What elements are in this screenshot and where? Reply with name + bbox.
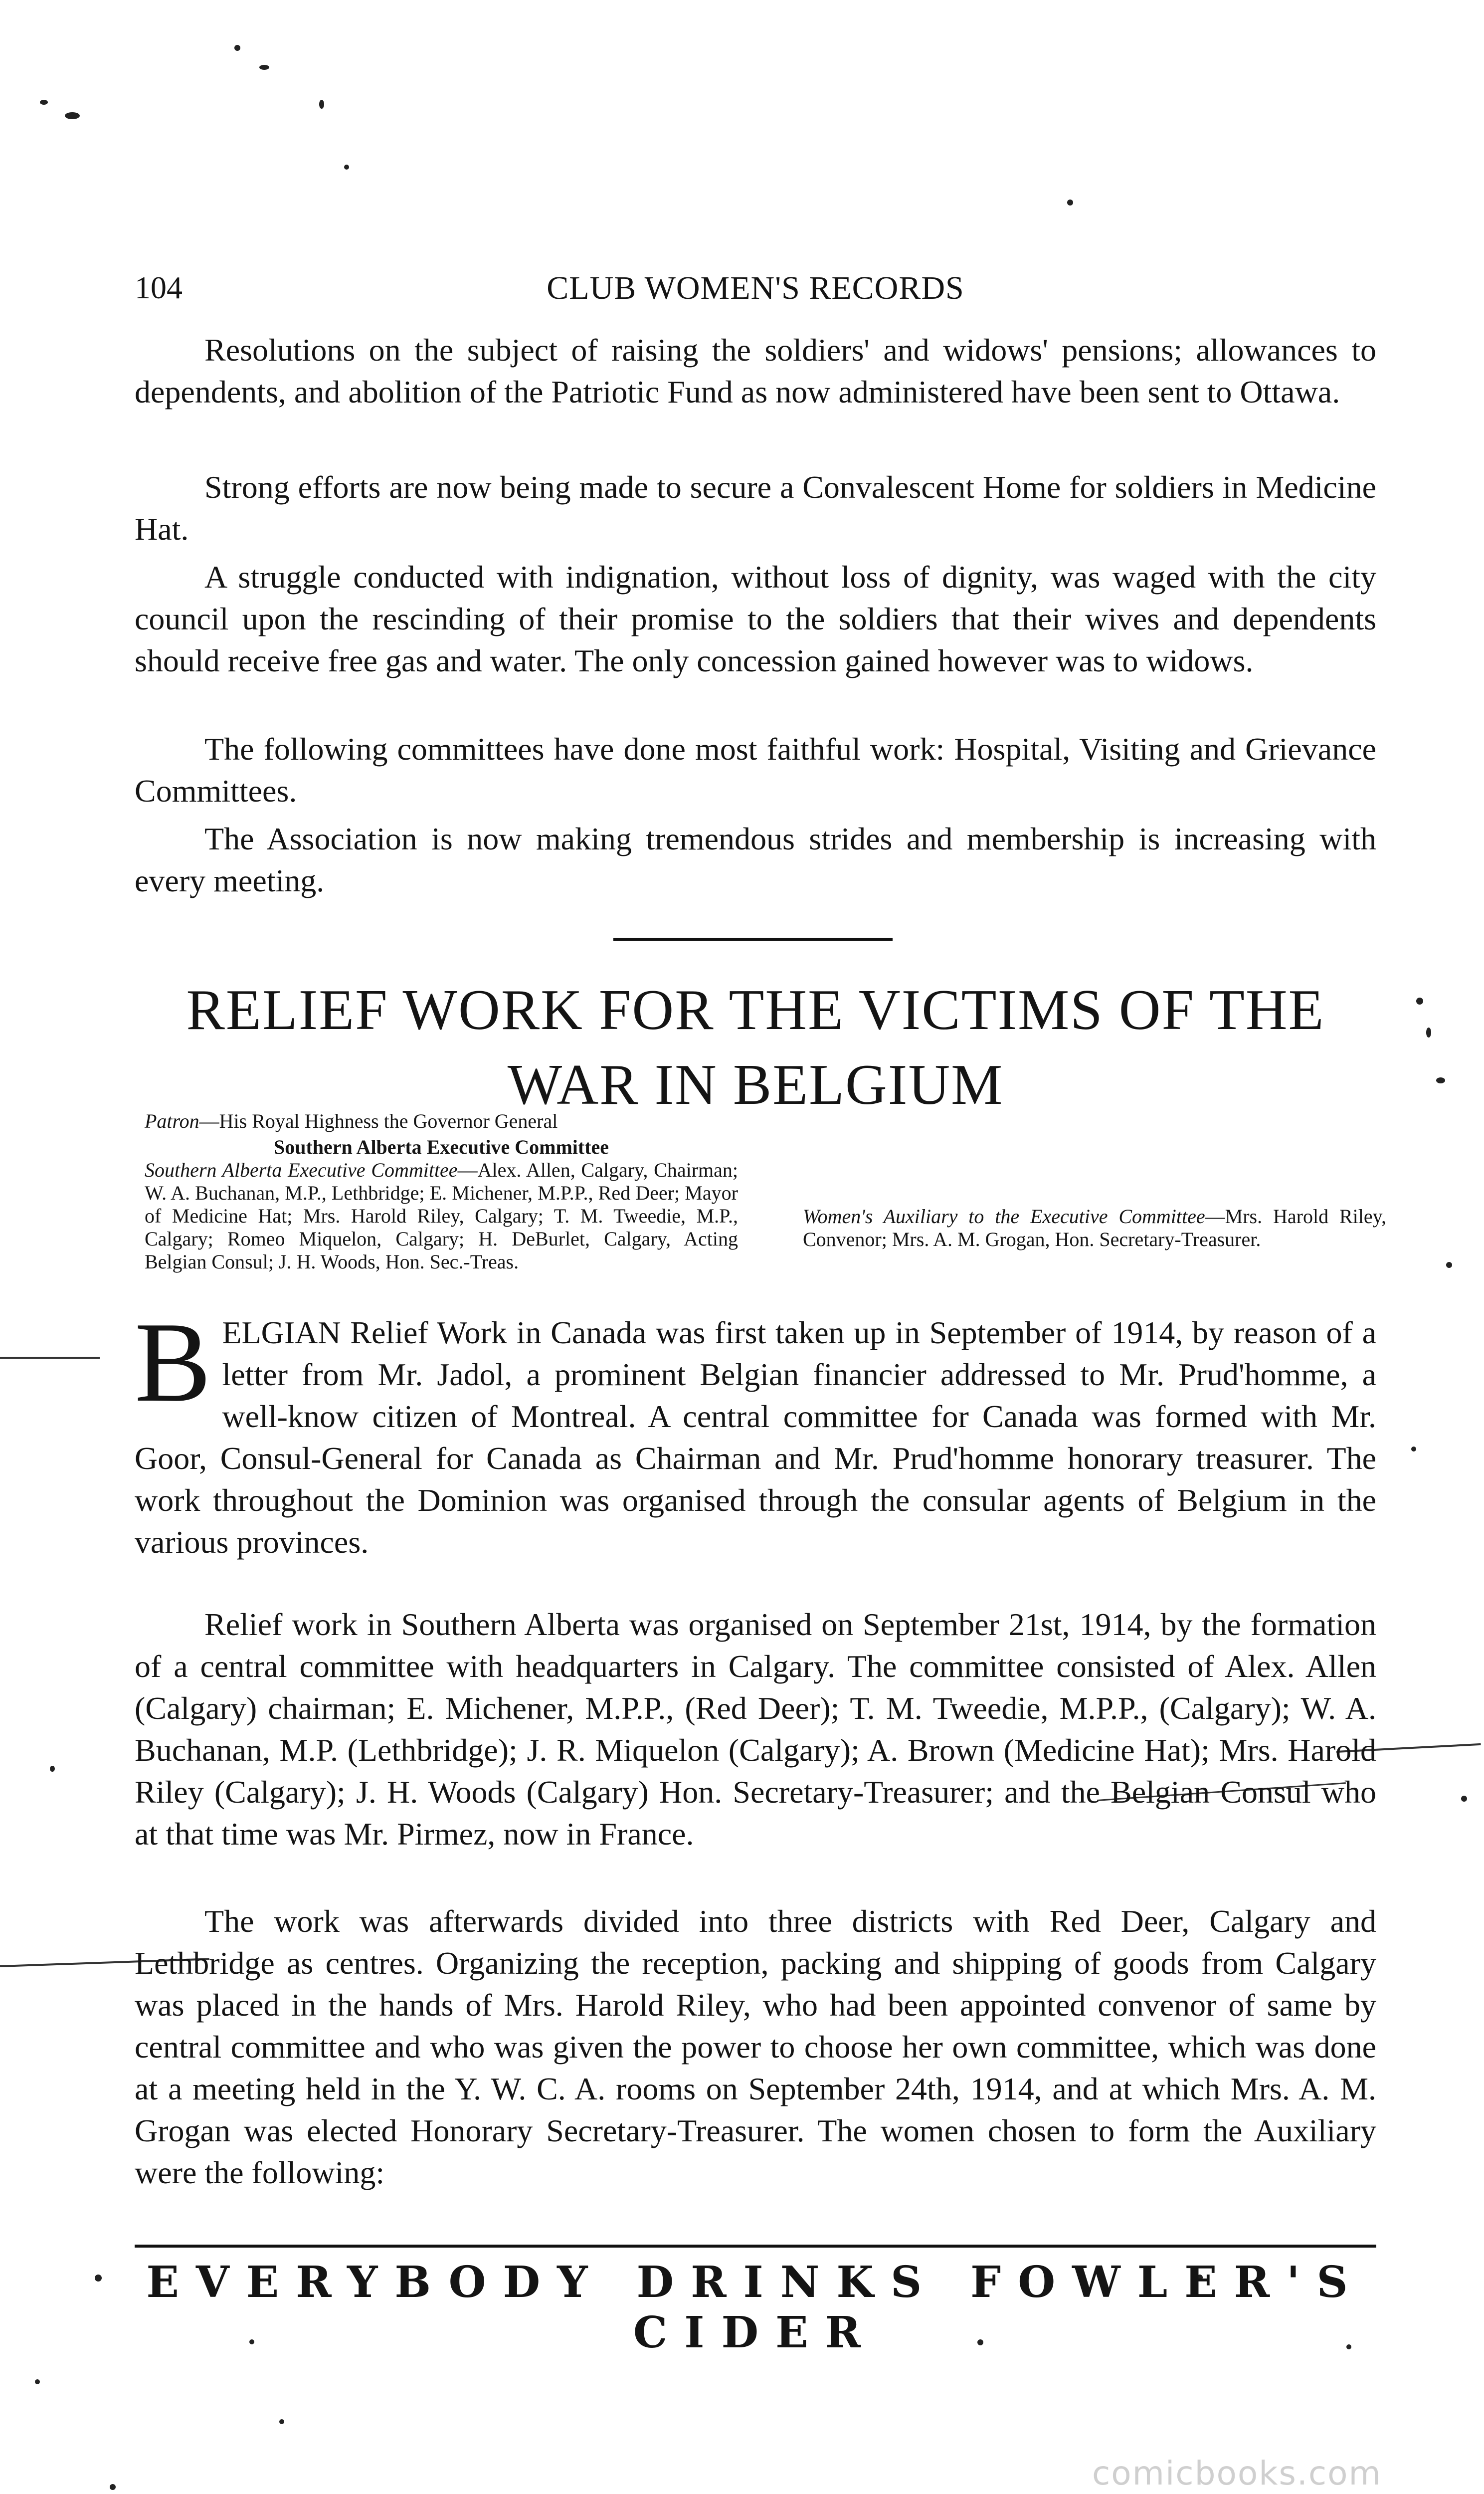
intro-paragraph: The following committees have done most faithful work: Hospital, Visiting and Grievance Committees.: [135, 731, 1376, 809]
scan-speck: [1461, 1796, 1467, 1802]
scan-speck: [344, 165, 349, 170]
scan-speck: [110, 2484, 116, 2490]
scan-speck: [35, 2379, 40, 2384]
scan-speck: [40, 100, 48, 105]
scan-speck: [65, 112, 80, 119]
scan-speck: [95, 2275, 102, 2282]
running-head: [135, 269, 1376, 314]
footer-rule: [135, 2245, 1376, 2248]
margin-scratch: [0, 1357, 100, 1359]
page-number: 104: [135, 270, 183, 305]
body-paragraph-1-text: ELGIAN Relief Work in Canada was first taken up in September of 1914, by reason of a letter from Mr. Jadol, a prominent Belgian financier addressed to Mr. Prud'homme, a well-know citizen of Montreal. A central committee for Canada was formed with Mr. Goor, Consul-General for Canada as Chairman and Mr. Prud'homme honorary treasurer. The work throughout the Dominion was organised through the consular agents of Belgium in the various provinces.: [135, 1315, 1376, 1560]
running-title: CLUB WOMEN'S RECORDS: [547, 270, 964, 306]
scan-speck: [319, 100, 324, 109]
section-divider: [613, 938, 893, 941]
scan-speck: [279, 2419, 284, 2424]
scan-speck: [234, 45, 240, 51]
masthead-right-column: [803, 1205, 1386, 1251]
scan-speck: [1416, 998, 1423, 1005]
scan-speck: [1067, 200, 1073, 206]
intro-paragraph: The Association is now making tremendous strides and membership is increasing with every meeting.: [135, 821, 1376, 898]
scan-speck: [1436, 1077, 1445, 1083]
womens-auxiliary-label: Women's Auxiliary to the Executive Committee: [803, 1205, 1205, 1228]
patron-label: Patron: [145, 1110, 199, 1132]
body-paragraph-1: [135, 1298, 1376, 1563]
committee-members: —Alex. Allen, Calgary, Chairman; W. A. Buchanan, M.P., Lethbridge; E. Michener, M.P.P., Red Deer; Mayor of Medicine Hat; Mrs. Harold Riley, Calgary; T. M. Tweedie, M.P., Calgary; Romeo Miquelon, Calgary; H. DeBurlet, Calgary, Acting Belgian Consul; J. H. Woods, Hon. Sec.-Treas.: [145, 1159, 738, 1273]
committee-label: Southern Alberta Executive Committee: [145, 1159, 458, 1181]
drop-cap: B: [135, 1298, 211, 1426]
committee-heading: Southern Alberta Executive Committee: [273, 1136, 609, 1158]
intro-paragraph: Resolutions on the subject of raising the soldiers' and widows' pensions; allowances to dependents, and abolition of the Patriotic Fund as now administered have been sent to Ottawa.: [135, 332, 1376, 410]
committee-line: [145, 1159, 738, 1273]
womens-auxiliary-line: [803, 1205, 1386, 1251]
watermark: comicbooks.com: [1092, 2454, 1382, 2493]
scan-speck: [1446, 1262, 1452, 1268]
scan-speck: [50, 1766, 55, 1772]
patron-text: —His Royal Highness the Governor General: [199, 1110, 558, 1132]
masthead-left-column: [145, 1110, 738, 1273]
body-paragraph-2: Relief work in Southern Alberta was organised on September 21st, 1914, by the formation of a central committee with headquarters in Calgary. The committee consisted of Alex. Allen (Calgary) chairman; E. Michener, M.P.P., (Red Deer); T. M. Tweedie, M.P.P., (Calgary); W. A. Buchanan, M.P. (Lethbridge); J. R. Miquelon (Calgary); A. Brown (Medicine Hat); Mrs. Harold Riley (Calgary); J. H. Woods (Calgary) Hon. Secretary-Treasurer; and the Belgian Consul who at that time was Mr. Pirmez, now in France.: [135, 1607, 1376, 1852]
patron-line: [145, 1110, 738, 1133]
intro-paragraph: A struggle conducted with indignation, without loss of dignity, was waged with the city council upon the rescinding of their promise to the soldiers that their wives and dependents should receive free gas and water. The only concession gained however was to widows.: [135, 559, 1376, 678]
scan-speck: [1426, 1028, 1431, 1038]
womens-auxiliary-text: —Mrs. Harold Riley, Convenor; Mrs. A. M. Grogan, Hon. Secretary-Treasurer.: [803, 1205, 1387, 1250]
scan-speck: [1411, 1447, 1416, 1452]
article-title: RELIEF WORK FOR THE VICTIMS OF THE WAR IN BELGIUM: [186, 978, 1325, 1117]
footer-advertisement: EVERYBODY DRINKS FOWLER'S CIDER: [146, 2257, 1365, 2358]
intro-paragraph: Strong efforts are now being made to secure a Convalescent Home for soldiers in Medicine Hat.: [135, 469, 1376, 547]
scan-speck: [259, 65, 269, 70]
body-paragraph-3: The work was afterwards divided into three districts with Red Deer, Calgary and Lethbridge as centres. Organizing the reception, packing and shipping of goods from Calgary was placed in the hands of Mrs. Harold Riley, who had been appointed convenor of same by central committee and who was given the power to choose her own committee, which was done at a meeting held in the Y. W. C. A. rooms on September 24th, 1914, and at which Mrs. A. M. Grogan was elected Honorary Secretary-Treasurer. The women chosen to form the Auxiliary were the following:: [135, 1903, 1376, 2190]
